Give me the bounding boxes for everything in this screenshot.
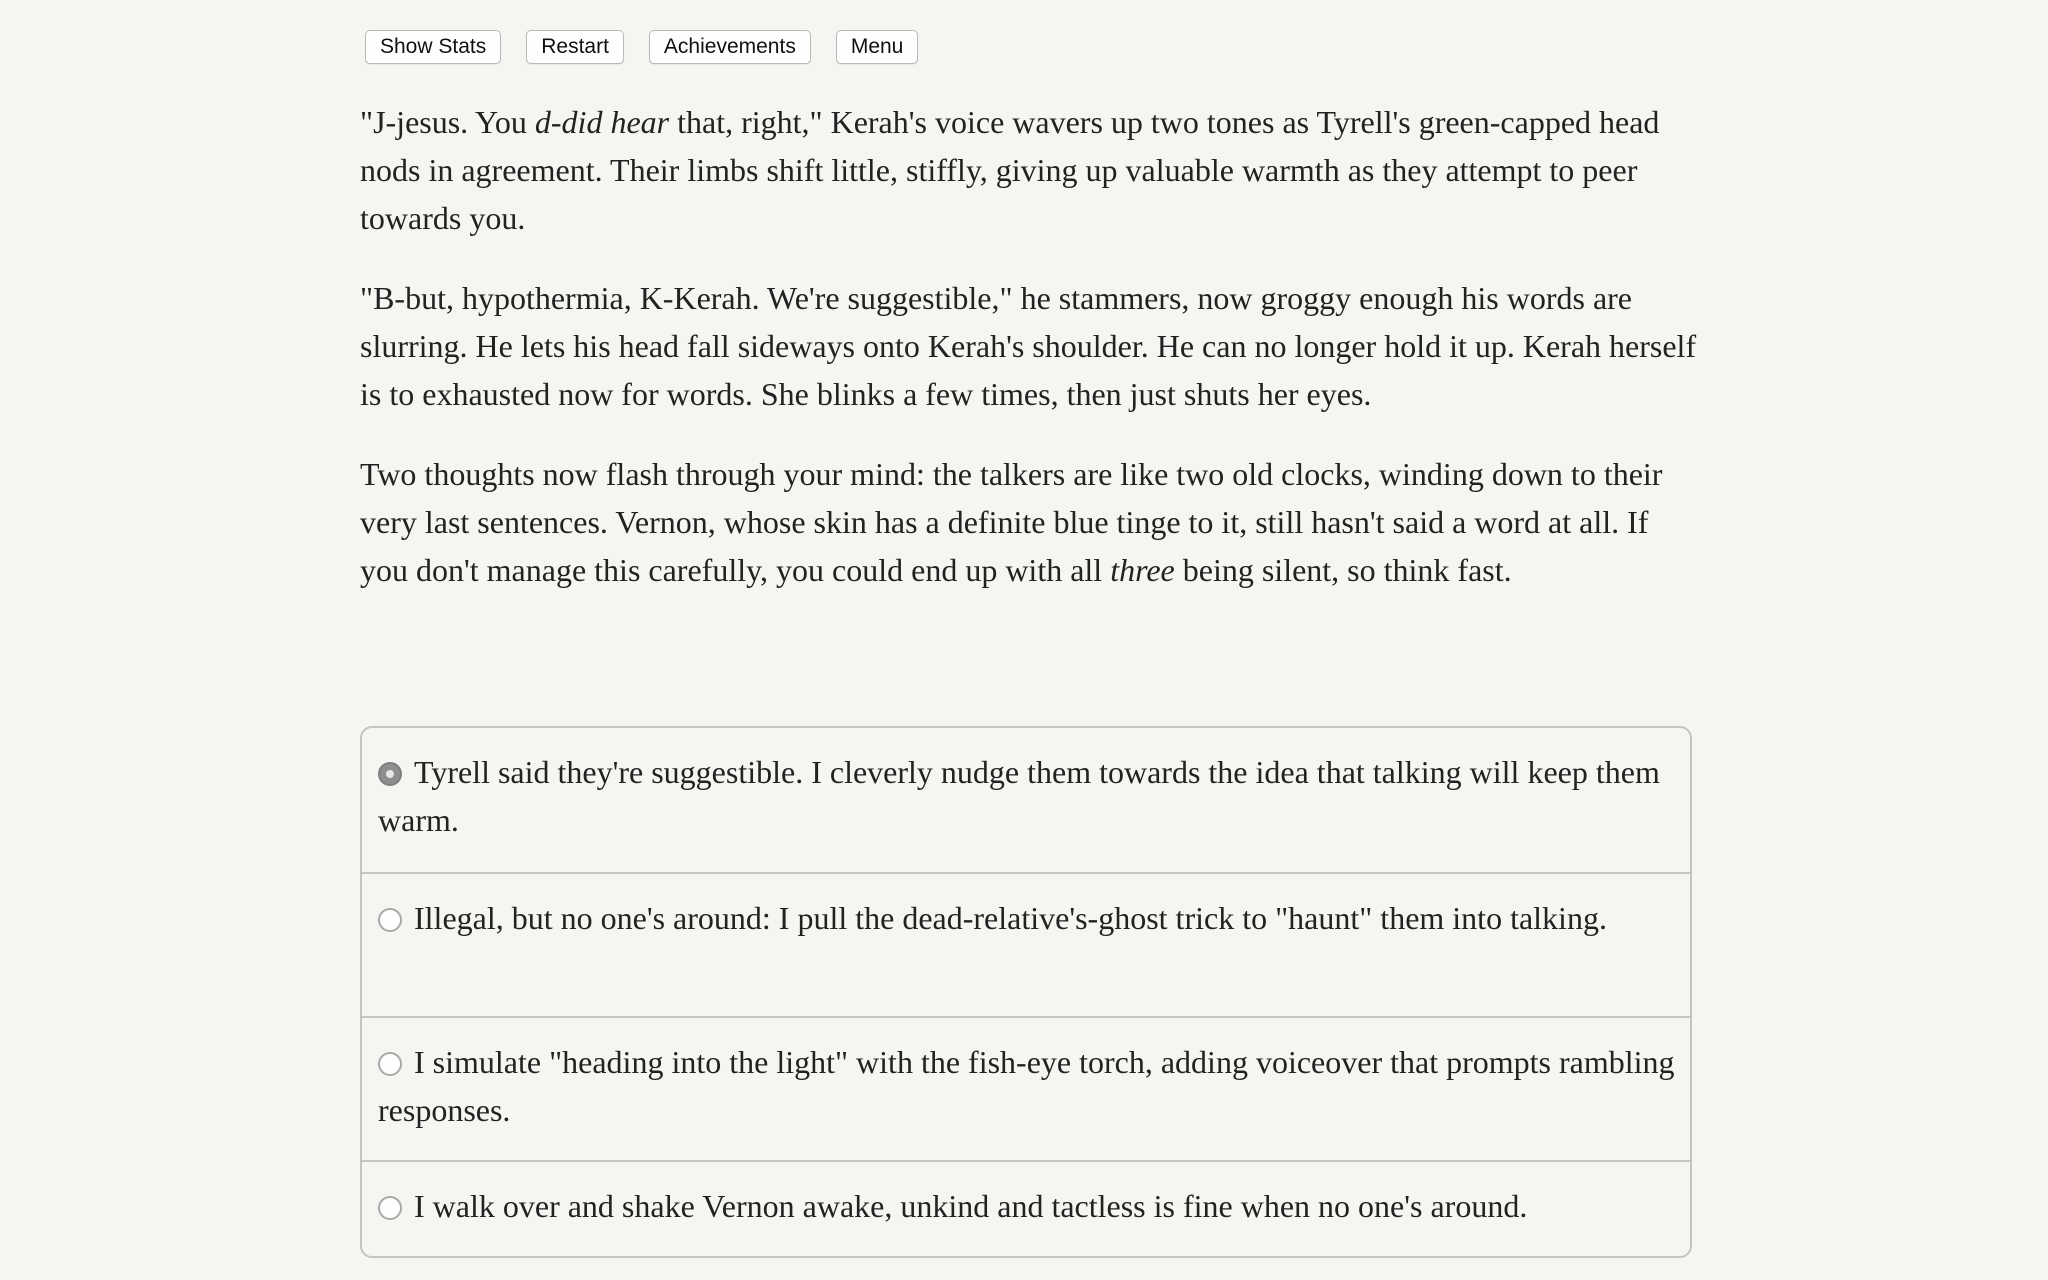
restart-button[interactable]: Restart (526, 30, 624, 64)
choice-option-1[interactable] (362, 728, 1690, 872)
choice-list (360, 726, 1692, 1258)
radio-button[interactable] (378, 762, 402, 786)
radio-button[interactable] (378, 908, 402, 932)
story-paragraph: "B-but, hypothermia, K-Kerah. We're suggestible," he stammers, now groggy enough his words are slurring. He lets his head fall sideways onto Kerah's shoulder. He can no longer hold it up. Kerah herself is to exhausted now for words. She blinks a few times, then just shuts her eyes. (360, 280, 1697, 412)
story-paragraph (360, 450, 1700, 594)
show-stats-button[interactable]: Show Stats (365, 30, 501, 64)
toolbar (365, 30, 943, 64)
radio-button[interactable] (378, 1196, 402, 1220)
story-emphasis: d-did hear (534, 104, 670, 140)
story-text-run: Two thoughts now flash through your mind: the talkers are like two old clocks, winding down to their very last sentences. Vernon, whose skin has a definite blue tinge to it, still hasn't said a word at all. If you don't manage this carefully, you could end up with all (360, 456, 1663, 588)
story-paragraph (360, 98, 1700, 242)
choice-option-2[interactable] (362, 872, 1690, 1016)
radio-button[interactable] (378, 1052, 402, 1076)
story-text-run: that, right," Kerah's voice wavers up two tones as Tyrell's green-capped head nods in agreement. Their limbs shift little, stiffly, giving up valuable warmth as they attempt to peer towards you. (360, 104, 1660, 236)
achievements-button[interactable]: Achievements (649, 30, 811, 64)
story-emphasis: three (1110, 552, 1175, 588)
choice-option-4[interactable] (362, 1160, 1690, 1256)
menu-button[interactable]: Menu (836, 30, 919, 64)
choice-label: I walk over and shake Vernon awake, unkind and tactless is fine when no one's around. (414, 1188, 1528, 1224)
story-text-run: "J-jesus. You (360, 104, 535, 140)
choice-option-3[interactable] (362, 1016, 1690, 1160)
choice-label: Illegal, but no one's around: I pull the dead-relative's-ghost trick to "haunt" them into talking. (414, 900, 1607, 936)
story-text-run: being silent, so think fast. (1174, 552, 1512, 588)
story-text (360, 98, 1700, 626)
choice-label: Tyrell said they're suggestible. I cleverly nudge them towards the idea that talking will keep them warm. (378, 754, 1660, 838)
choice-label: I simulate "heading into the light" with the fish-eye torch, adding voiceover that prompts rambling responses. (378, 1044, 1675, 1128)
